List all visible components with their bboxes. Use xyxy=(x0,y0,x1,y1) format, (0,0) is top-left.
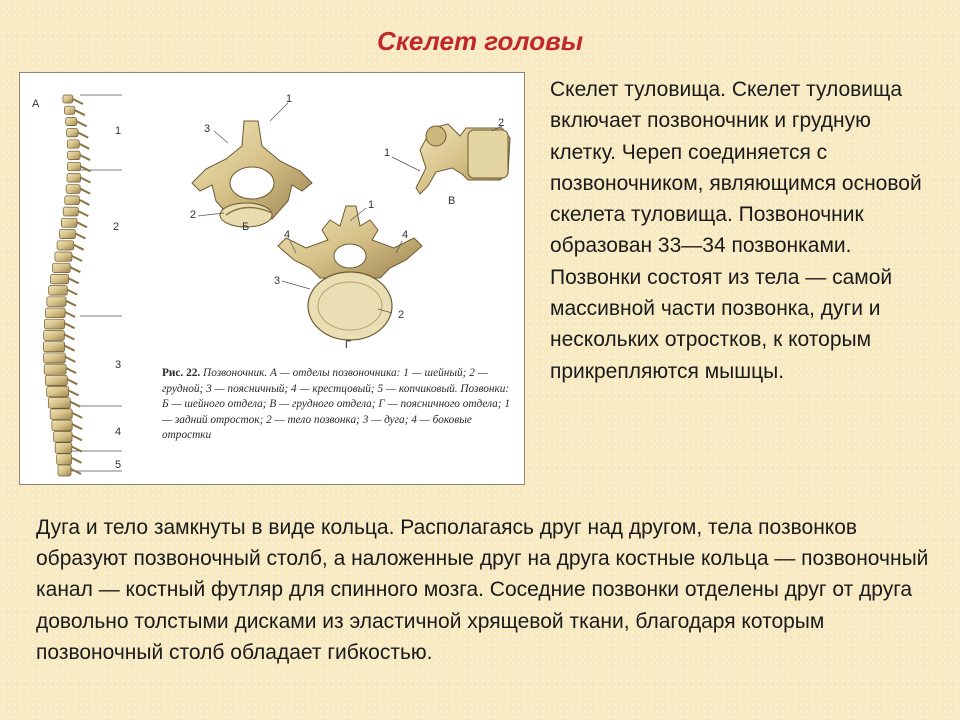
spine-process xyxy=(75,110,85,115)
spine-coccygeal-label: 5 xyxy=(115,459,122,471)
spine-vertebra xyxy=(46,308,66,318)
spine-process xyxy=(78,211,88,216)
spine-process xyxy=(80,155,90,160)
spine-vertebra xyxy=(67,129,79,137)
spine-vertebra xyxy=(51,274,69,284)
thoracic-label-2: 2 xyxy=(498,117,505,129)
spine-process xyxy=(66,301,76,306)
spine-vertebra xyxy=(58,465,71,476)
spine-vertebra xyxy=(49,286,68,296)
spine-vertebra xyxy=(43,342,64,352)
spine-thoracic-label: 2 xyxy=(113,221,120,233)
spine-process xyxy=(69,278,79,283)
spine-process xyxy=(67,290,77,295)
spine-vertebra xyxy=(45,375,67,385)
spine-cervical-label: 1 xyxy=(115,125,122,137)
spine-vertebra xyxy=(63,95,73,103)
spine-vertebra xyxy=(68,162,81,171)
spine-vertebra xyxy=(48,398,70,409)
spine-vertebra xyxy=(64,106,75,114)
cervical-label-2: 2 xyxy=(190,209,197,221)
spine-process xyxy=(72,256,82,261)
spine-process xyxy=(81,166,91,171)
caption-head: Рис. 22. xyxy=(162,367,201,379)
vertebrae-figure xyxy=(19,72,525,485)
spine-process xyxy=(67,379,77,384)
spine-process xyxy=(65,323,75,328)
spine-process xyxy=(81,178,91,183)
spine-vertebra xyxy=(61,218,77,227)
spine-vertebra xyxy=(55,252,72,261)
trunk-skeleton-paragraph: Скелет туловища. Скелет туловища включает позвоночник и грудную клетку. Череп соединяется с позвоночником, являющимся основой скелета туловища. Позвоночник образован 33—34 позвонками. Позвонки состоят из тела — самой массивной части позвонка, дуги и нескольких отростков, к которым прикрепляются мышцы. xyxy=(550,78,922,383)
lumbar-label-2: 2 xyxy=(398,309,405,321)
spine-vertebra xyxy=(44,364,66,374)
spine-process xyxy=(65,346,75,351)
spine-vertebra xyxy=(54,431,73,442)
spine-process xyxy=(75,234,85,239)
figure-caption xyxy=(162,366,518,444)
spine-vertebra xyxy=(50,409,72,420)
spine-vertebra xyxy=(44,353,66,363)
lumbar-letter-label: Г xyxy=(345,339,351,351)
spine-vertebra xyxy=(65,196,80,205)
spine-vertebra xyxy=(57,454,72,465)
lumbar-label-1: 1 xyxy=(368,199,375,211)
cervical-label-3: 3 xyxy=(204,123,211,135)
spine-process xyxy=(79,144,89,149)
spine-vertebra xyxy=(55,443,72,454)
spine-vertebra xyxy=(47,387,69,397)
lumbar-label-4-left: 4 xyxy=(284,229,291,241)
lumbar-label-3: 3 xyxy=(274,275,281,287)
cervical-label-1: 1 xyxy=(286,93,293,105)
spine-process xyxy=(77,121,87,126)
spine-vertebra xyxy=(63,207,78,216)
spine-vertebra xyxy=(67,140,79,148)
spine-process xyxy=(66,368,76,373)
spine-process xyxy=(64,335,74,340)
spine-vertebra xyxy=(68,151,81,160)
spine-vertebra xyxy=(67,174,81,183)
thoracic-label-1: 1 xyxy=(384,147,391,159)
spine-process xyxy=(72,435,82,440)
spine-process xyxy=(69,391,79,396)
spine-process xyxy=(72,413,82,418)
spine-process xyxy=(70,267,80,272)
spine-column xyxy=(43,95,90,476)
spinal-column-paragraph: Дуга и тело замкнуты в виде кольца. Располагаясь друг над другом, тела позвонков образуют позвоночный столб, а наложенные друг на друга костные кольца — позвоночный канал — костный футляр для спинного мозга. Соседние позвонки отделены друг от друга довольно толстыми дисками из эластичной хрящевой ткани, благодаря которым позвоночный столб обладает гибкостью. xyxy=(36,516,929,664)
spine-process xyxy=(72,424,82,429)
spine-vertebra xyxy=(66,185,80,194)
spine-vertebra xyxy=(66,117,77,125)
spine-process xyxy=(70,402,80,407)
spine-vertebra xyxy=(59,230,75,239)
spine-vertebra xyxy=(47,297,66,307)
spine-process xyxy=(71,469,81,474)
spine-process xyxy=(73,99,83,104)
spine-vertebra xyxy=(44,319,64,329)
spine-process xyxy=(79,200,89,205)
lumbar-label-4-right: 4 xyxy=(402,229,409,241)
cervical-letter-label: Б xyxy=(242,221,250,233)
spine-lumbar-label: 3 xyxy=(115,359,122,371)
spine-vertebra xyxy=(53,263,71,272)
cervical-vertebra xyxy=(192,121,312,227)
spine-vertebra xyxy=(57,241,74,250)
spine-process xyxy=(77,222,87,227)
spine-process xyxy=(65,312,75,317)
spine-process xyxy=(65,357,75,362)
slide-title: Скелет головы xyxy=(376,26,584,56)
spine-vertebra xyxy=(44,331,65,341)
spine-vertebra xyxy=(52,420,72,431)
spine-process xyxy=(78,133,88,138)
spine-process xyxy=(74,245,84,250)
thoracic-vertebra xyxy=(416,124,510,194)
spine-process xyxy=(72,458,82,463)
caption-body: Позвоночник. А — отделы позвоночника: 1 — шейный; 2 — грудной; 3 — поясничный; 4 — крестцовый; 5 — копчиковый. Позвонки: Б — шейного отдела; В — грудного отдела; Г — поясничного отдела; 1 — задний отросток; 2 — тело позвонка; 3 — дуга; 4 — боковые отростки xyxy=(162,367,511,442)
spine-letter-label: А xyxy=(32,98,40,110)
spine-sacral-label: 4 xyxy=(115,426,122,438)
thoracic-letter-label: В xyxy=(448,195,456,207)
spine-process xyxy=(80,189,90,194)
